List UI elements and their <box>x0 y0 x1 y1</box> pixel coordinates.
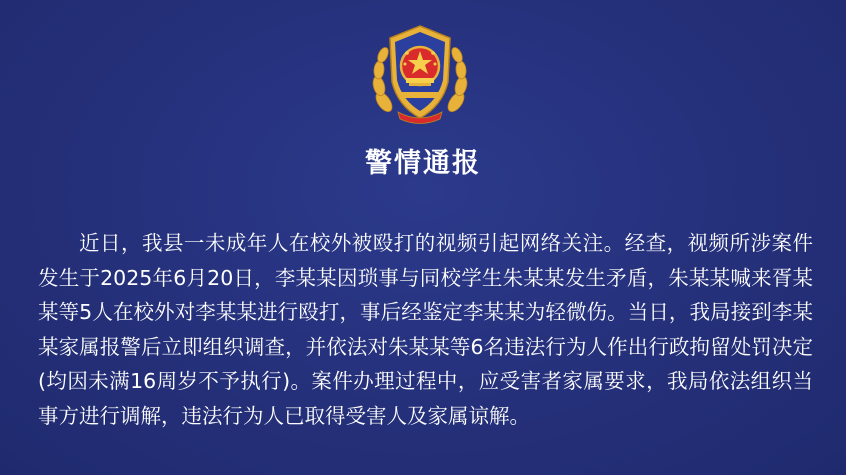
notice-body: 近日，我县一未成年人在校外被殴打的视频引起网络关注。经查，视频所涉案件发生于2025年6月20日，李某某因琐事与同校学生朱某某发生矛盾，朱某某喊来胥某某等5人在校外对李某某进行殴打，事后经鉴定李某某为轻微伤。当日，我局接到李某某家属报警后立即组织调查，并依法对朱某某等6名违法行为人作出行政拘留处罚决定(均因未满16周岁不予执行)。案件办理过程中，应受害者家属要求，我局依法组织当事方进行调解，违法行为人已取得受害人及家属谅解。 <box>38 231 813 428</box>
police-emblem-icon <box>370 20 470 130</box>
notice-title: 警情通报 <box>365 148 481 179</box>
